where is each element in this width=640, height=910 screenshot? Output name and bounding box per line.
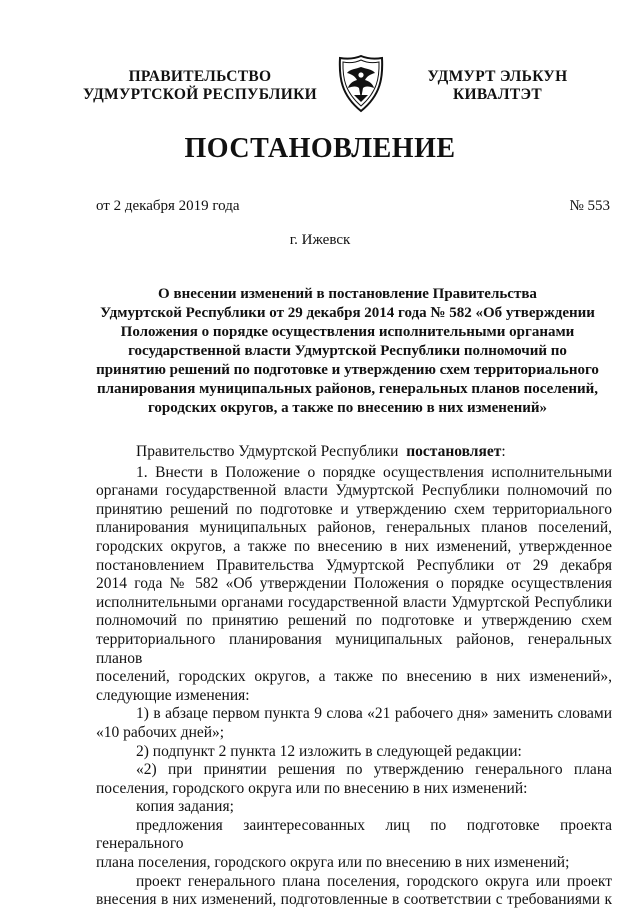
header-left	[80, 68, 320, 104]
document-body	[96, 443, 612, 910]
document-date: от 2 декабря 2019 года	[96, 198, 240, 214]
subject-line: О внесении изменений в постановление Правительства	[158, 286, 537, 302]
subject-line: государственной власти Удмуртской Республики полномочий по	[128, 343, 567, 359]
item-1-line: территориального планирования муниципальных районов, генеральных планов	[96, 630, 612, 667]
intro-colon: :	[501, 443, 506, 460]
header-right-line-2: КИВАЛТЭТ	[453, 86, 542, 103]
item-1-line: принятию решений по подготовке и утверждению схем территориального	[96, 500, 612, 518]
item-1-line: планирования муниципальных районов, генеральных планов поселений,	[96, 519, 612, 537]
subject-line: Положения о порядке осуществления исполнительными органами	[120, 324, 575, 340]
item-1-line: 2014 года № 582 «Об утверждении Положения о порядке осуществления	[96, 575, 612, 593]
document-type-title: ПОСТАНОВЛЕНИЕ	[184, 133, 456, 164]
project-line: внесения в них изменений, подготовленные в соответствии с требованиями к	[96, 891, 612, 909]
proposals-line: предложения заинтересованных лиц по подготовке проекта генерального	[96, 816, 612, 853]
subject-line: планирования муниципальных районов, генеральных планов поселений,	[97, 381, 598, 397]
header-right-line-1: УДМУРТ ЭЛЬКУН	[427, 68, 568, 85]
subitem-1-line: 1) в абзаце первом пункта 9 слова «21 рабочего дня» заменить словами	[136, 705, 612, 723]
quote-line: «2) при принятии решения по утверждению генерального плана	[136, 761, 612, 779]
item-1-line: поселений, городских округов, а также по внесению в них изменений»,	[96, 668, 612, 686]
item-1-line: полномочий по принятию решений по подготовке и утверждению схем	[96, 612, 612, 630]
item-1-line: постановлением Правительства Удмуртской Республики от 29 декабря	[96, 556, 612, 574]
document-number: № 553	[569, 198, 610, 214]
item-1-line: органами государственной власти Удмуртской Республики полномочий по	[96, 482, 612, 500]
subject-line: принятию решений по подготовке и утверждению схем территориального	[96, 362, 599, 378]
header-left-line-2: УДМУРТСКОЙ РЕСПУБЛИКИ	[82, 86, 317, 103]
item-1-line: 1. Внести в Положение о порядке осуществления исполнительными	[136, 463, 612, 481]
document-subject	[95, 285, 600, 418]
subitem-1-line: «10 рабочих дней»;	[96, 723, 225, 741]
document-city: г. Ижевск	[289, 232, 351, 248]
copy-task-line: копия задания;	[136, 798, 234, 816]
item-1-line: исполнительными органами государственной власти Удмуртской Республики	[96, 593, 612, 611]
header-right	[405, 68, 590, 104]
item-1-line: следующие изменения:	[96, 686, 250, 704]
item-1-line: городских округов, а также по внесению в них изменений, утвержденное	[96, 537, 612, 555]
subject-line: Удмуртской Республики от 29 декабря 2014 года № 582 «Об утверждении	[100, 305, 595, 321]
proposals-line: плана поселения, городского округа или по внесению в них изменений;	[96, 854, 570, 872]
intro-keyword: постановляет	[406, 443, 502, 460]
subject-line: городских округов, а также по внесению в них изменений»	[147, 400, 548, 416]
project-line: проект генерального плана поселения, городского округа или проект	[136, 872, 612, 890]
subitem-2-line: 2) подпункт 2 пункта 12 изложить в следующей редакции:	[136, 742, 522, 760]
quote-line: поселения, городского округа или по внесению в них изменений:	[96, 779, 528, 797]
coat-of-arms-icon	[338, 55, 384, 113]
intro-text: Правительство Удмуртской Республики	[136, 443, 399, 460]
intro-paragraph	[96, 443, 612, 462]
header-left-line-1: ПРАВИТЕЛЬСТВО	[128, 68, 272, 85]
